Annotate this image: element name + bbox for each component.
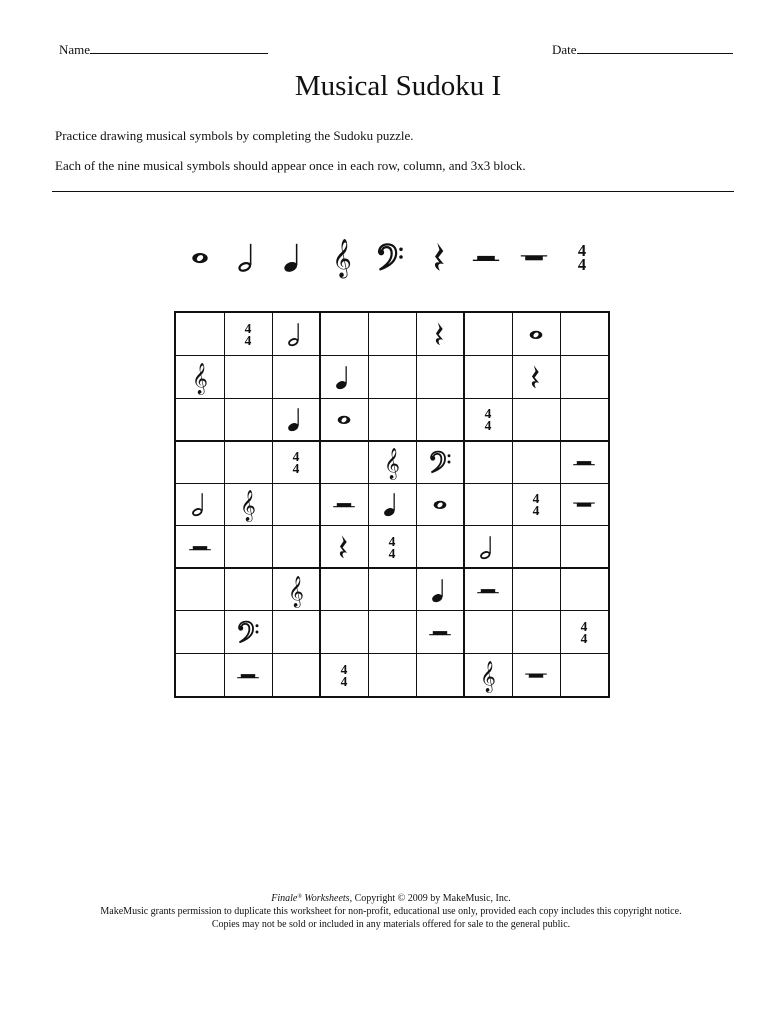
sudoku-cell-given xyxy=(272,568,320,611)
sudoku-cell-empty[interactable] xyxy=(176,653,224,696)
sudoku-cell-empty[interactable] xyxy=(512,611,560,654)
half-rest-icon xyxy=(566,444,602,480)
sudoku-cell-empty[interactable] xyxy=(512,441,560,484)
sudoku-cell-given xyxy=(464,653,512,696)
sudoku-cell-empty[interactable] xyxy=(272,483,320,526)
bass-clef-icon xyxy=(422,444,458,480)
sudoku-cell-given xyxy=(320,526,368,569)
sudoku-cell-given xyxy=(416,441,464,484)
sudoku-cell-empty[interactable] xyxy=(176,611,224,654)
sudoku-cell-empty[interactable] xyxy=(464,611,512,654)
svg-text:4: 4 xyxy=(292,460,300,476)
svg-text:4: 4 xyxy=(244,333,252,349)
date-label: Date xyxy=(552,42,577,57)
sudoku-cell-empty[interactable] xyxy=(560,398,608,441)
footer-line-2: MakeMusic grants permission to duplicate this worksheet for non-profit, educational use only, provided each copy includes this copyright notice. xyxy=(100,906,682,917)
sudoku-cell-empty[interactable] xyxy=(176,568,224,611)
sudoku-cell-given xyxy=(512,653,560,696)
sudoku-cell-given xyxy=(320,398,368,441)
time-signature-4-4-icon xyxy=(560,232,604,282)
sudoku-cell-empty[interactable] xyxy=(272,611,320,654)
quarter-note-icon xyxy=(272,232,316,282)
sudoku-cell-given xyxy=(368,526,416,569)
sudoku-cell-given xyxy=(464,526,512,569)
time-signature-4-4-icon xyxy=(518,486,554,522)
instruction-line-2: Each of the nine musical symbols should appear once in each row, column, and 3x3 block. xyxy=(55,158,526,173)
svg-text:4: 4 xyxy=(292,449,300,465)
half-note-icon xyxy=(278,316,314,352)
svg-text:𝄞: 𝄞 xyxy=(240,490,256,522)
sudoku-cell-empty[interactable] xyxy=(416,653,464,696)
sudoku-cell-given xyxy=(512,356,560,399)
sudoku-cell-empty[interactable] xyxy=(224,356,272,399)
whole-note-icon xyxy=(326,401,362,437)
symbol-legend xyxy=(180,232,600,282)
whole-note-icon xyxy=(178,232,222,282)
time-signature-4-4-icon xyxy=(374,529,410,565)
date-field[interactable] xyxy=(552,41,733,58)
treble-clef-icon xyxy=(374,444,410,480)
sudoku-cell-empty[interactable] xyxy=(464,313,512,356)
sudoku-cell-empty[interactable] xyxy=(176,398,224,441)
sudoku-cell-given xyxy=(272,313,320,356)
footer-line-1 xyxy=(0,891,768,905)
half-rest-icon xyxy=(326,486,362,522)
sudoku-cell-empty[interactable] xyxy=(416,526,464,569)
sudoku-cell-empty[interactable] xyxy=(320,568,368,611)
svg-text:4: 4 xyxy=(577,240,587,260)
time-signature-4-4-icon xyxy=(326,657,362,693)
sudoku-cell-empty[interactable] xyxy=(224,441,272,484)
quarter-note-icon xyxy=(326,359,362,395)
footer-brand: Finale xyxy=(271,893,298,904)
half-rest-icon xyxy=(230,657,266,693)
sudoku-cell-given xyxy=(176,526,224,569)
sudoku-cell-empty[interactable] xyxy=(464,483,512,526)
sudoku-cell-empty[interactable] xyxy=(368,398,416,441)
sudoku-cell-given xyxy=(416,611,464,654)
sudoku-cell-empty[interactable] xyxy=(320,313,368,356)
whole-note-icon xyxy=(518,316,554,352)
sudoku-cell-empty[interactable] xyxy=(368,568,416,611)
sudoku-cell-given xyxy=(416,483,464,526)
half-rest-icon xyxy=(422,614,458,650)
sudoku-cell-empty[interactable] xyxy=(464,356,512,399)
whole-note-icon xyxy=(422,486,458,522)
sudoku-cell-given xyxy=(176,483,224,526)
sudoku-cell-empty[interactable] xyxy=(560,568,608,611)
sudoku-cell-empty[interactable] xyxy=(320,611,368,654)
half-rest-icon xyxy=(464,232,508,282)
name-label: Name xyxy=(59,42,91,57)
half-note-icon xyxy=(226,232,270,282)
treble-clef-icon xyxy=(320,232,364,282)
copyright-footer xyxy=(0,891,768,931)
sudoku-cell-empty[interactable] xyxy=(368,313,416,356)
name-blank[interactable] xyxy=(90,41,268,54)
sudoku-cell-given xyxy=(320,356,368,399)
svg-text:𝄞: 𝄞 xyxy=(192,362,208,394)
svg-text:4: 4 xyxy=(580,619,588,635)
sudoku-cell-given xyxy=(176,356,224,399)
sudoku-cell-given xyxy=(512,313,560,356)
svg-text:4: 4 xyxy=(577,255,587,275)
sudoku-cell-empty[interactable] xyxy=(512,568,560,611)
quarter-note-icon xyxy=(374,486,410,522)
sudoku-cell-empty[interactable] xyxy=(176,313,224,356)
treble-clef-icon xyxy=(230,486,266,522)
svg-text:𝄞: 𝄞 xyxy=(480,660,496,692)
sudoku-cell-empty[interactable] xyxy=(272,526,320,569)
whole-rest-icon xyxy=(518,657,554,693)
sudoku-cell-given xyxy=(512,483,560,526)
date-blank[interactable] xyxy=(577,41,733,54)
sudoku-cell-empty[interactable] xyxy=(224,568,272,611)
sudoku-cell-given xyxy=(320,653,368,696)
sudoku-cell-empty[interactable] xyxy=(416,356,464,399)
sudoku-cell-empty[interactable] xyxy=(560,313,608,356)
half-note-icon xyxy=(470,529,506,565)
footer-product: Worksheets xyxy=(304,893,350,904)
name-field[interactable] xyxy=(59,41,268,58)
svg-text:𝄞: 𝄞 xyxy=(288,575,304,607)
sudoku-cell-empty[interactable] xyxy=(320,441,368,484)
sudoku-cell-empty[interactable] xyxy=(368,653,416,696)
sudoku-grid xyxy=(174,311,610,698)
sudoku-cell-given xyxy=(560,441,608,484)
svg-text:4: 4 xyxy=(244,321,252,337)
time-signature-4-4-icon xyxy=(566,614,602,650)
divider-rule xyxy=(52,191,734,192)
half-rest-icon xyxy=(182,529,218,565)
sudoku-cell-given xyxy=(416,568,464,611)
sudoku-cell-given xyxy=(560,611,608,654)
half-rest-icon xyxy=(470,572,506,608)
instruction-line-1: Practice drawing musical symbols by completing the Sudoku puzzle. xyxy=(55,128,414,143)
time-signature-4-4-icon xyxy=(470,401,506,437)
sudoku-cell-given xyxy=(224,313,272,356)
svg-text:4: 4 xyxy=(484,418,492,434)
sudoku-cell-empty[interactable] xyxy=(368,611,416,654)
quarter-note-icon xyxy=(278,401,314,437)
sudoku-cell-empty[interactable] xyxy=(512,398,560,441)
quarter-rest-icon xyxy=(422,316,458,352)
footer-line-3: Copies may not be sold or included in any materials offered for sale to the general public. xyxy=(211,919,571,930)
treble-clef-icon xyxy=(470,657,506,693)
svg-text:4: 4 xyxy=(532,491,540,507)
registered-mark: ® xyxy=(297,894,302,900)
sudoku-cell-given xyxy=(464,568,512,611)
sudoku-cell-empty[interactable] xyxy=(560,356,608,399)
svg-text:4: 4 xyxy=(340,661,348,677)
bass-clef-icon xyxy=(230,614,266,650)
sudoku-cell-given xyxy=(368,483,416,526)
half-note-icon xyxy=(182,486,218,522)
sudoku-cell-given xyxy=(224,653,272,696)
sudoku-cell-given xyxy=(416,313,464,356)
sudoku-cell-given xyxy=(368,441,416,484)
treble-clef-icon xyxy=(278,572,314,608)
sudoku-cell-empty[interactable] xyxy=(176,441,224,484)
quarter-note-icon xyxy=(422,572,458,608)
time-signature-4-4-icon xyxy=(230,316,266,352)
sudoku-cell-empty[interactable] xyxy=(560,653,608,696)
sudoku-cell-given xyxy=(272,441,320,484)
time-signature-4-4-icon xyxy=(278,444,314,480)
svg-text:𝄞: 𝄞 xyxy=(332,238,352,278)
sudoku-cell-given xyxy=(464,398,512,441)
quarter-rest-icon xyxy=(418,232,462,282)
sudoku-cell-empty[interactable] xyxy=(272,653,320,696)
sudoku-cell-given xyxy=(272,398,320,441)
sudoku-cell-given xyxy=(224,483,272,526)
svg-text:4: 4 xyxy=(484,406,492,422)
sudoku-cell-empty[interactable] xyxy=(368,356,416,399)
sudoku-cell-empty[interactable] xyxy=(512,526,560,569)
sudoku-cell-empty[interactable] xyxy=(560,526,608,569)
sudoku-cell-empty[interactable] xyxy=(416,398,464,441)
whole-rest-icon xyxy=(566,486,602,522)
sudoku-cell-empty[interactable] xyxy=(224,398,272,441)
page-title: Musical Sudoku I xyxy=(294,70,502,102)
quarter-rest-icon xyxy=(518,359,554,395)
svg-text:4: 4 xyxy=(388,545,396,561)
sudoku-cell-given xyxy=(224,611,272,654)
quarter-rest-icon xyxy=(326,529,362,565)
sudoku-cell-empty[interactable] xyxy=(272,356,320,399)
treble-clef-icon xyxy=(182,359,218,395)
svg-text:4: 4 xyxy=(532,503,540,519)
sudoku-cell-given xyxy=(560,483,608,526)
svg-text:4: 4 xyxy=(340,673,348,689)
sudoku-cell-empty[interactable] xyxy=(464,441,512,484)
svg-text:4: 4 xyxy=(388,534,396,550)
sudoku-cell-empty[interactable] xyxy=(224,526,272,569)
footer-copyright: , Copyright © 2009 by MakeMusic, Inc. xyxy=(349,893,511,904)
sudoku-cell-given xyxy=(320,483,368,526)
svg-text:𝄞: 𝄞 xyxy=(384,447,400,479)
whole-rest-icon xyxy=(512,232,556,282)
svg-text:4: 4 xyxy=(580,630,588,646)
bass-clef-icon xyxy=(368,232,412,282)
